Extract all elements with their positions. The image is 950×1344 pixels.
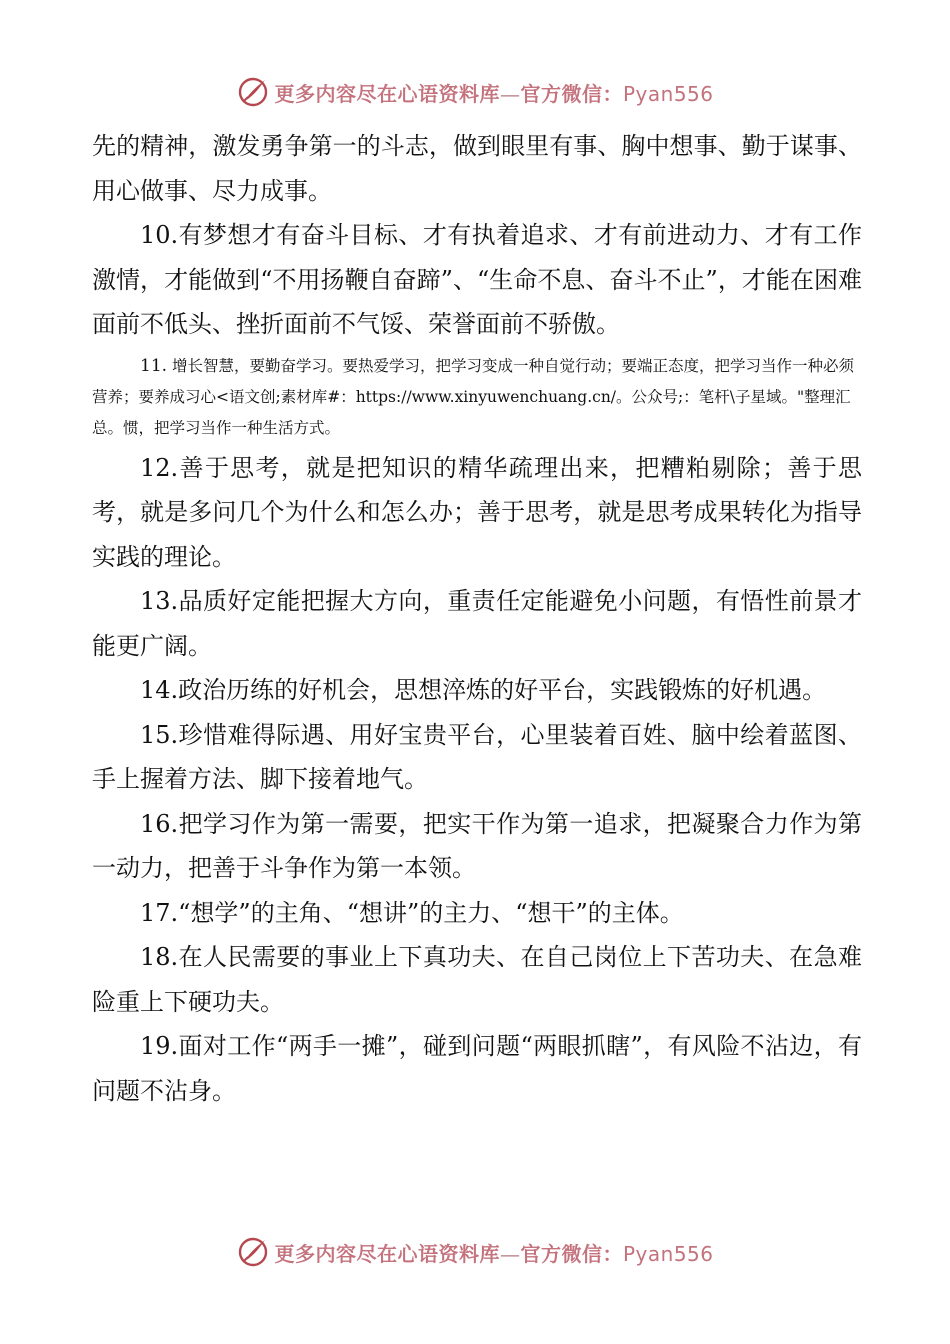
quill-logo-icon <box>236 75 270 109</box>
footer-banner-label: 官方微信： <box>520 1241 623 1266</box>
paragraph-13: 13.品质好定能把握大方向，重责任定能避免小问题，有悟性前景才能更广阔。 <box>92 587 862 660</box>
paragraph-17: 17.“想学”的主角、“想讲”的主力、“想干”的主体。 <box>140 898 684 927</box>
paragraph-14: 14.政治历练的好机会，思想淬炼的好平台，实践锻炼的好机遇。 <box>140 676 827 704</box>
footer-banner-text <box>274 1238 713 1267</box>
header-banner-label: 官方微信： <box>520 81 623 106</box>
header-banner-separator: — <box>499 81 521 106</box>
header-banner-handle: Pyan556 <box>622 81 714 106</box>
paragraph-12: 12.善于思考，就是把知识的精华疏理出来，把糟粕剔除；善于思考，就是多问几个为什么和怎么办；善于思考，就是思考成果转化为指导实践的理论。 <box>92 453 862 571</box>
paragraph-11 <box>92 351 862 444</box>
quill-logo-icon <box>236 1235 270 1269</box>
footer-banner-separator: — <box>499 1241 521 1266</box>
paragraph-11-text: 增长智慧，要勤奋学习。要热爱学习，把学习变成一种自觉行动；要端正态度，把学习当作一种必须营养；要养成习心<语文创;素材库#：https://www.xinyuwenchuang.cn/。公众号;：笔杆\子星域。"整理汇总。惯，把学习当作一种生活方式。 <box>92 356 854 437</box>
footer-banner-title: 更多内容尽在心语资料库 <box>274 1241 500 1266</box>
paragraph-18: 18.在人民需要的事业上下真功夫、在自己岗位上下苦功夫、在急难险重上下硬功夫。 <box>92 943 862 1016</box>
header-banner-text <box>274 78 713 107</box>
paragraph-16: 16.把学习作为第一需要，把实干作为第一追求，把凝聚合力作为第一动力，把善于斗争作为第一本领。 <box>92 809 862 882</box>
paragraph-9-continued: 先的精神，激发勇争第一的斗志，做到眼里有事、胸中想事、勤于谋事、用心做事、尽力成事。 <box>92 132 862 205</box>
document-body <box>92 124 862 1113</box>
header-banner <box>0 72 950 112</box>
footer-banner <box>0 1232 950 1272</box>
paragraph-19: 19.面对工作“两手一摊”，碰到问题“两眼抓瞎”，有风险不沾边，有问题不沾身。 <box>92 1032 862 1105</box>
paragraph-11-number: 11. <box>140 355 168 376</box>
footer-banner-handle: Pyan556 <box>622 1241 714 1266</box>
paragraph-10: 10.有梦想才有奋斗目标、才有执着追求、才有前进动力、才有工作激情，才能做到“不用扬鞭自奋蹄”、“生命不息、奋斗不止”，才能在困难面前不低头、挫折面前不气馁、荣誉面前不骄傲。 <box>92 221 862 338</box>
paragraph-15: 15.珍惜难得际遇、用好宝贵平台，心里装着百姓、脑中绘着蓝图、手上握着方法、脚下接着地气。 <box>92 720 862 793</box>
header-banner-title: 更多内容尽在心语资料库 <box>274 81 500 106</box>
